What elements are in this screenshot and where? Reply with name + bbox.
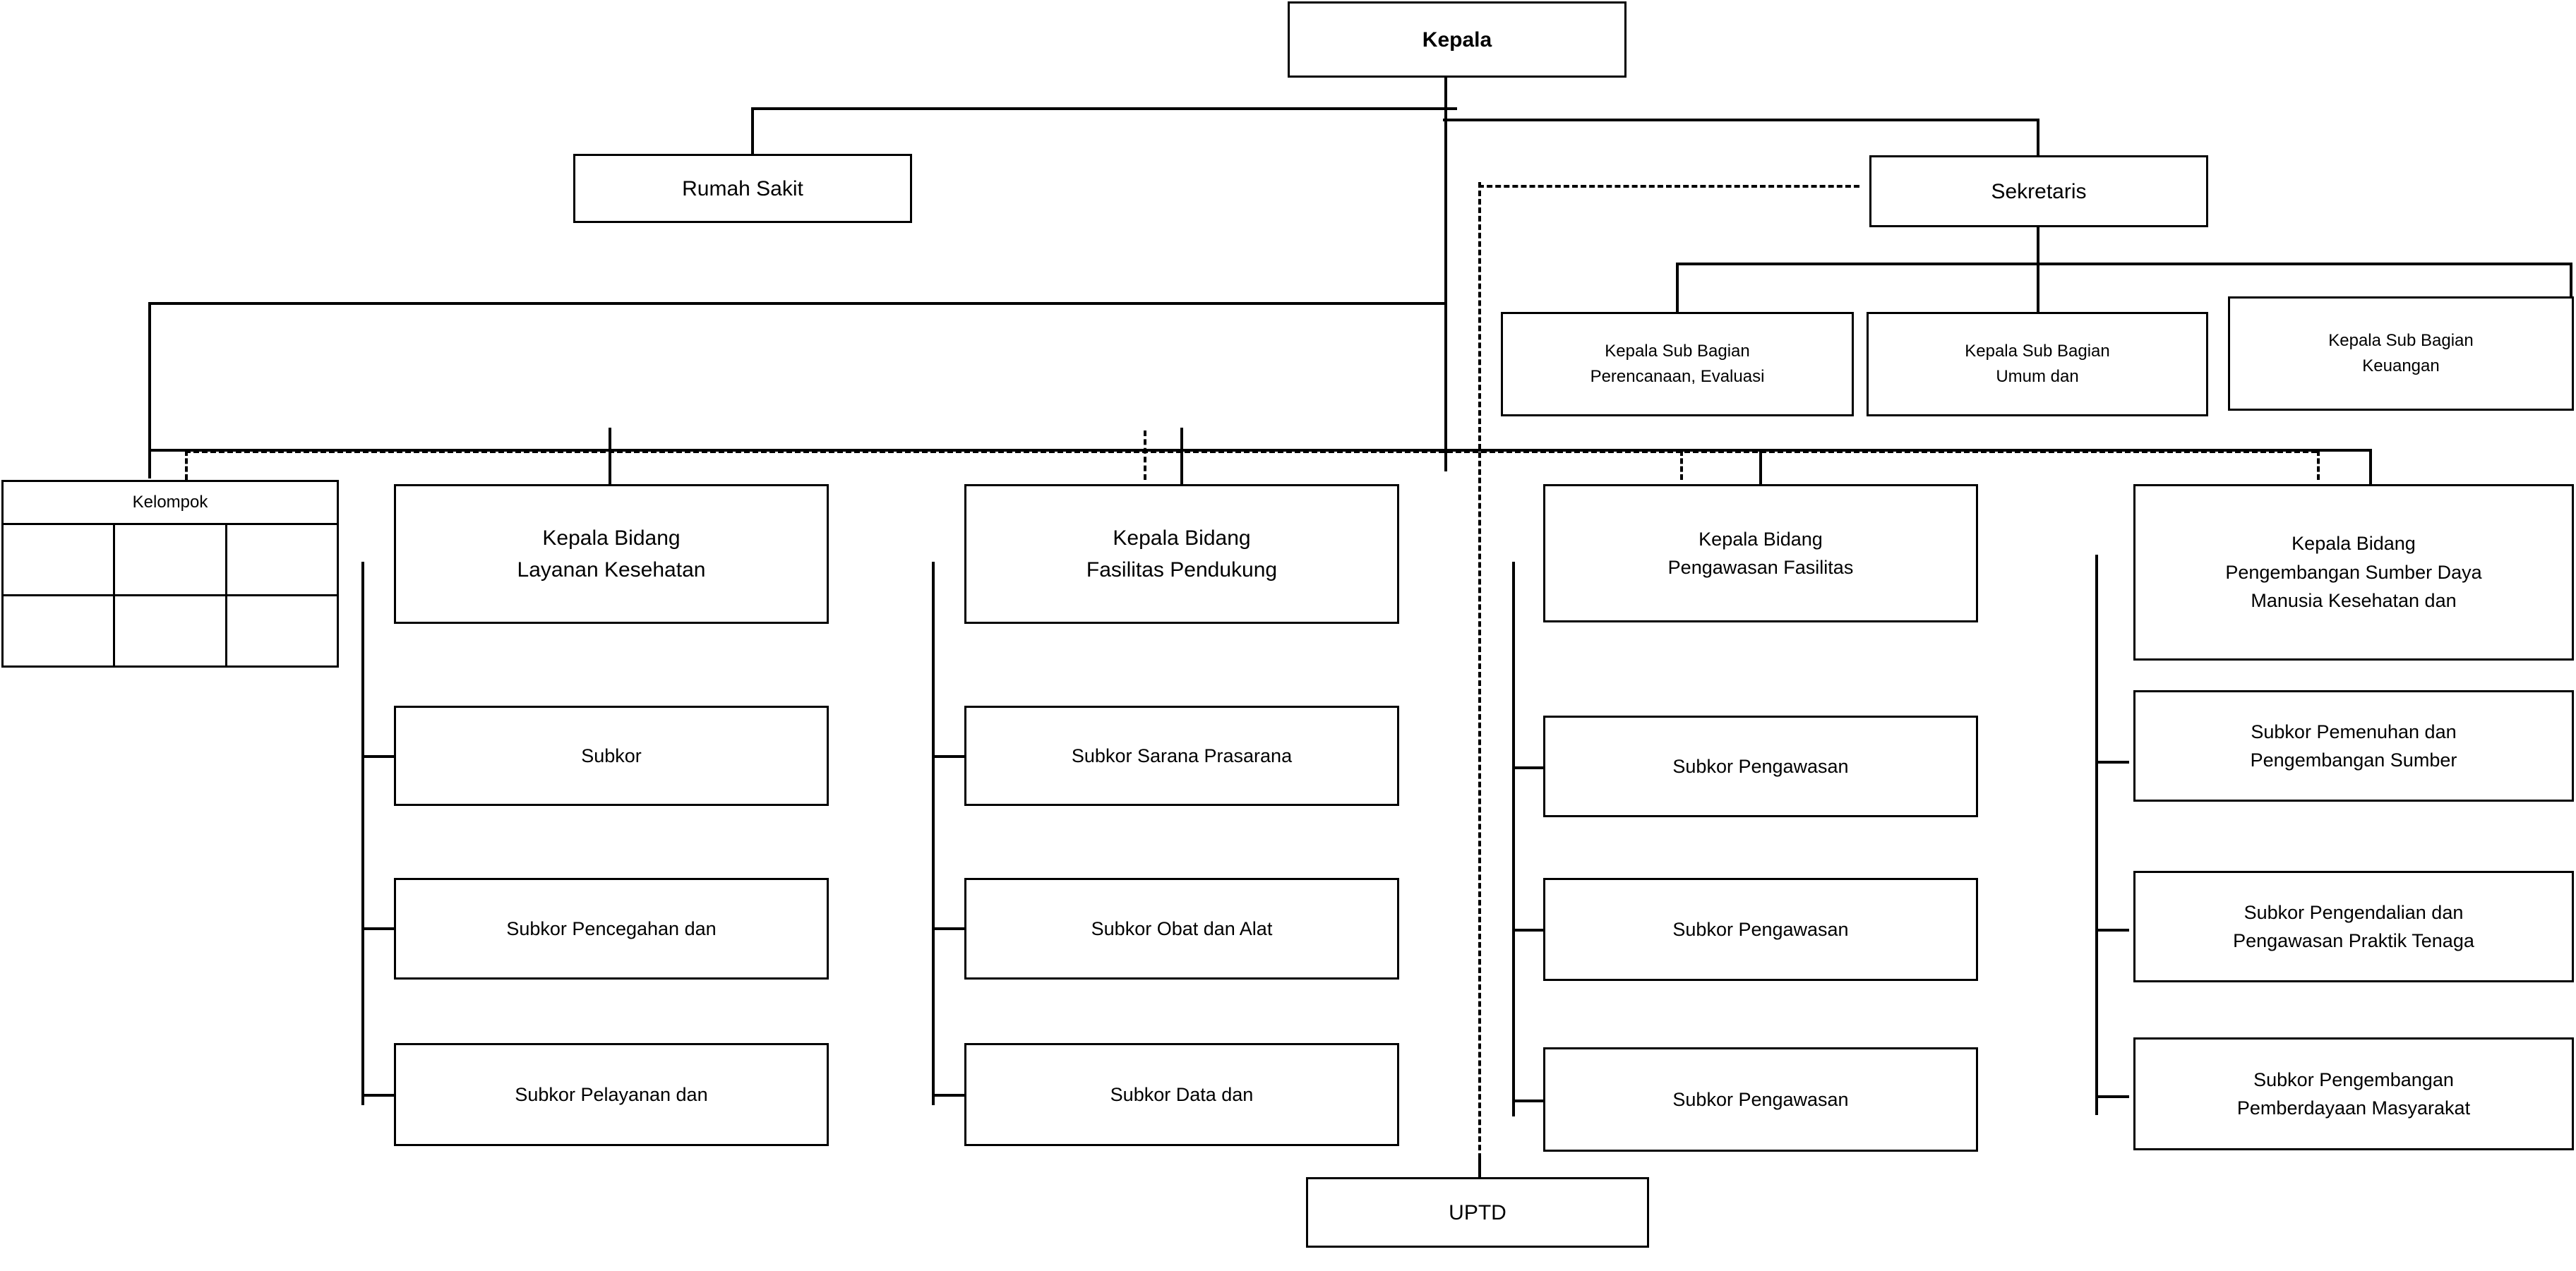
node-bidang-sdm-line1: Kepala Bidang [2292, 533, 2416, 555]
connector-bidang-sdm-drop [2369, 449, 2372, 486]
node-pengawasan-sub2[interactable] [1543, 878, 1978, 981]
connector-subbag-umum-drop [2037, 263, 2039, 312]
connector-dashed-pengawasan-drop [1680, 450, 1683, 480]
node-sdm-sub3-line2: Pemberdayaan Masyarakat [2236, 1097, 2471, 1119]
connector-dashed-bidang-bus [185, 450, 2317, 453]
connector-sekretaris-drop [2037, 119, 2039, 155]
connector-pengawasan-sub1 [1512, 766, 1546, 769]
node-kelompok-cell [113, 596, 224, 665]
node-kelompok-title: Kelompok [4, 482, 337, 525]
connector-fasilitas-sub2 [932, 927, 966, 930]
node-sdm-sub1-line1: Subkor Pemenuhan dan [2251, 721, 2457, 742]
node-uptd-label: UPTD [1449, 1200, 1506, 1224]
node-bidang-layanan-line2: Layanan Kesehatan [517, 558, 706, 582]
connector-bidang-fasilitas-drop [1180, 428, 1183, 486]
node-bidang-sdm-line3: Manusia Kesehatan dan [2251, 590, 2457, 612]
node-rumah-sakit-label: Rumah Sakit [682, 176, 803, 200]
connector-dashed-kelompok-drop [185, 450, 188, 480]
node-bidang-fasilitas-line2: Fasilitas Pendukung [1086, 558, 1278, 582]
node-sdm-sub1-line2: Pengembangan Sumber [2250, 749, 2457, 771]
node-layanan-sub1-label: Subkor [581, 745, 642, 766]
node-kelompok-cell [113, 525, 224, 594]
node-bidang-layanan-line1: Kepala Bidang [542, 526, 681, 550]
node-bidang-fasilitas[interactable] [964, 484, 1399, 624]
node-rumah-sakit[interactable] [573, 154, 912, 223]
node-bidang-pengawasan[interactable] [1543, 484, 1978, 622]
node-sdm-sub3[interactable] [2133, 1037, 2574, 1150]
node-pengawasan-sub2-label: Subkor Pengawasan [1672, 918, 1849, 940]
node-layanan-sub2[interactable] [394, 878, 829, 980]
connector-pengawasan-sub2 [1512, 929, 1546, 932]
node-pengawasan-sub3-label: Subkor Pengawasan [1672, 1088, 1849, 1110]
node-bidang-pengawasan-line1: Kepala Bidang [1699, 528, 1823, 550]
node-subbag-keuangan-line1: Kepala Sub Bagian [2328, 331, 2474, 350]
node-sdm-sub2-line2: Pengawasan Praktik Tenaga [2233, 930, 2474, 951]
connector-dashed-sdm-drop [2317, 450, 2320, 480]
connector-sdm-sub2 [2095, 929, 2129, 932]
node-fasilitas-sub1-label: Subkor Sarana Prasarana [1071, 745, 1293, 766]
node-fasilitas-sub2-label: Subkor Obat dan Alat [1091, 917, 1273, 939]
node-bidang-layanan[interactable] [394, 484, 829, 624]
node-bidang-fasilitas-line1: Kepala Bidang [1113, 526, 1251, 550]
connector-layanan-spine [361, 562, 364, 1105]
connector-pengawasan-sub3 [1512, 1100, 1546, 1102]
node-fasilitas-sub3-label: Subkor Data dan [1110, 1083, 1254, 1105]
connector-bidang-layanan-drop [609, 428, 611, 486]
node-subbag-perencanaan[interactable] [1501, 312, 1854, 416]
node-bidang-sdm[interactable] [2133, 484, 2574, 661]
connector-fasilitas-sub1 [932, 755, 966, 758]
connector-bidang-left-run [148, 302, 1447, 305]
node-kelompok[interactable] [1, 480, 339, 668]
node-subbag-perencanaan-line2: Perencanaan, Evaluasi [1590, 367, 1765, 386]
node-sdm-sub2[interactable] [2133, 871, 2574, 982]
node-layanan-sub3[interactable] [394, 1043, 829, 1146]
connector-bidang-pengawasan-drop [1759, 449, 1762, 486]
node-bidang-sdm-line2: Pengembangan Sumber Daya [2225, 561, 2482, 583]
node-kepala-label: Kepala [1422, 28, 1492, 52]
connector-sekretaris-down [2037, 227, 2039, 265]
node-fasilitas-sub1[interactable] [964, 706, 1399, 806]
node-sdm-sub3-line1: Subkor Pengembangan [2253, 1068, 2454, 1090]
node-bidang-pengawasan-line2: Pengawasan Fasilitas [1667, 557, 1854, 578]
connector-layanan-sub3 [361, 1094, 395, 1097]
connector-dashed-fasilitas-drop [1144, 430, 1146, 480]
node-kelompok-cell [225, 596, 337, 665]
node-layanan-sub2-label: Subkor Pencegahan dan [506, 917, 717, 939]
node-kelompok-row [4, 594, 337, 665]
node-subbag-umum[interactable] [1867, 312, 2208, 416]
connector-subbagian-bus [1676, 263, 2571, 265]
node-kelompok-row [4, 525, 337, 594]
node-kelompok-cell [4, 596, 113, 665]
node-sdm-sub1[interactable] [2133, 690, 2574, 802]
connector-sdm-spine [2095, 555, 2098, 1115]
node-layanan-sub1[interactable] [394, 706, 829, 806]
connector-kepala-vertical [1444, 76, 1447, 471]
node-subbag-keuangan[interactable] [2228, 296, 2574, 411]
node-subbag-perencanaan-line1: Kepala Sub Bagian [1605, 342, 1750, 361]
node-kelompok-cell [225, 525, 337, 594]
node-subbag-umum-line1: Kepala Sub Bagian [1965, 342, 2110, 361]
connector-subbag-perencanaan-drop [1676, 263, 1679, 312]
node-pengawasan-sub1-label: Subkor Pengawasan [1672, 755, 1849, 777]
connector-layanan-sub2 [361, 927, 395, 930]
node-sekretaris-label: Sekretaris [1991, 179, 2087, 203]
connector-layanan-sub1 [361, 755, 395, 758]
connector-dashed-uptd-vertical [1478, 182, 1481, 1176]
node-subbag-umum-line2: Umum dan [1996, 367, 2079, 386]
connector-pengawasan-spine [1512, 562, 1515, 1116]
node-uptd[interactable] [1306, 1177, 1649, 1248]
node-kepala[interactable] [1288, 1, 1627, 78]
node-fasilitas-sub2[interactable] [964, 878, 1399, 980]
connector-bidang-left-drop [148, 302, 151, 478]
connector-sdm-sub3 [2095, 1095, 2129, 1098]
connector-kepala-rumahsakit-horizontal [751, 107, 1457, 110]
node-subbag-keuangan-line2: Keuangan [2362, 356, 2440, 375]
node-fasilitas-sub3[interactable] [964, 1043, 1399, 1146]
node-sdm-sub2-line1: Subkor Pengendalian dan [2243, 901, 2464, 923]
connector-rumahsakit-drop [751, 107, 754, 154]
node-sekretaris[interactable] [1869, 155, 2208, 227]
node-pengawasan-sub3[interactable] [1543, 1047, 1978, 1152]
connector-sdm-sub1 [2095, 761, 2129, 764]
connector-fasilitas-sub3 [932, 1094, 966, 1097]
connector-kepala-sekretaris-horizontal [1443, 119, 2039, 121]
connector-dashed-sekretaris [1478, 185, 1859, 188]
node-layanan-sub3-label: Subkor Pelayanan dan [515, 1083, 708, 1105]
connector-fasilitas-spine [932, 562, 935, 1105]
node-kelompok-cell [4, 525, 113, 594]
node-pengawasan-sub1[interactable] [1543, 716, 1978, 817]
